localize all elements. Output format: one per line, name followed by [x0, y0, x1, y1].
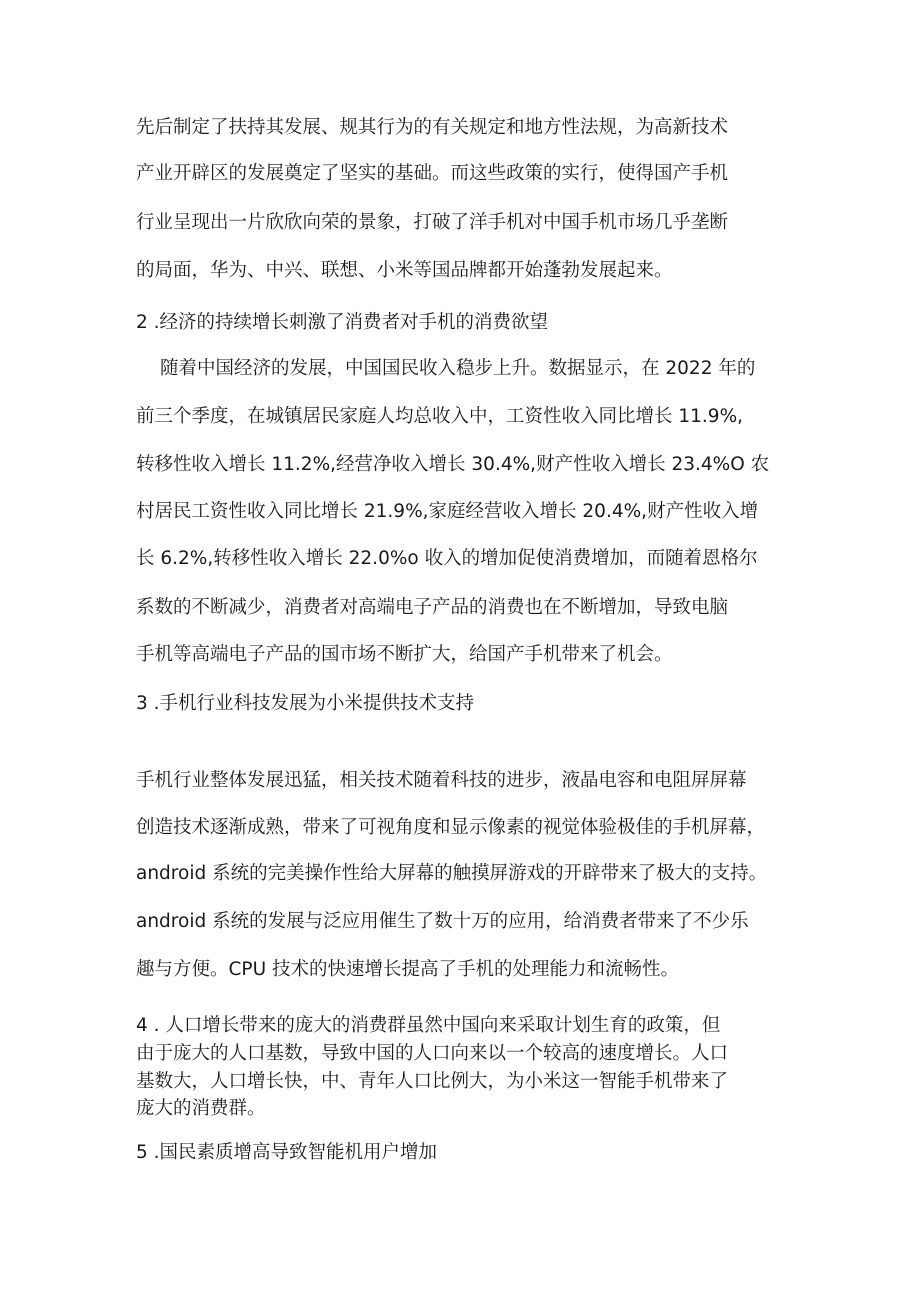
section-heading-3: 3 .手机行业科技发展为小米提供技术支持: [136, 693, 475, 714]
paragraph-line: android 系统的发展与泛应用催生了数十万的应用，给消费者带来了不少乐: [136, 911, 749, 932]
paragraph-line: 行业呈现出一片欣欣向荣的景象，打破了洋手机对中国手机市场几乎垄断: [136, 212, 729, 233]
section-heading-5: 5 .国民素质增高导致智能机用户增加: [136, 1142, 438, 1163]
paragraph-line: 村居民工资性收入同比增长 21.9%,家庭经营收入增长 20.4%,财产性收入增: [136, 501, 759, 522]
paragraph-line: 转移性收入增长 11.2%,经营净收入增长 30.4%,财产性收入增长 23.4%O 农: [136, 454, 770, 475]
paragraph-line: 手机行业整体发展迅猛，相关技术随着科技的进步，液晶电容和电阻屏屏幕: [136, 770, 747, 791]
paragraph-line: 趣与方便。CPU 技术的快速增长提高了手机的处理能力和流畅性。: [136, 959, 679, 980]
paragraph-line: 4 . 人口增长带来的庞大的消费群虽然中国向来采取计划生育的政策，但: [136, 1015, 721, 1036]
paragraph-line: 先后制定了扶持其发展、规其行为的有关规定和地方性法规，为高新技术: [136, 117, 729, 138]
paragraph-line: 创造技术逐渐成熟，带来了可视角度和显示像素的视觉体验极佳的手机屏幕，: [136, 817, 766, 838]
paragraph-line: 由于庞大的人口基数，导致中国的人口向来以一个较高的速度增长。人口: [136, 1043, 729, 1064]
paragraph-line: 前三个季度，在城镇居民家庭人均总收入中，工资性收入同比增长 11.9%,: [136, 406, 744, 427]
paragraph-line: 产业开辟区的发展奠定了坚实的基础。而这些政策的实行，使得国产手机: [136, 163, 729, 184]
paragraph-line: 随着中国经济的发展，中国国民收入稳步上升。数据显示，在 2022 年的: [160, 358, 756, 379]
paragraph-line: android 系统的完美操作性给大屏幕的触摸屏游戏的开辟带来了极大的支持。: [136, 863, 768, 884]
paragraph-line: 基数大，人口增长快，中、青年人口比例大，为小米这一智能手机带来了: [136, 1071, 729, 1092]
section-heading-2: 2 .经济的持续增长刺激了消费者对手机的消费欲望: [136, 312, 549, 333]
paragraph-line: 的局面，华为、中兴、联想、小米等国品牌都开始蓬勃发展起来。: [136, 260, 673, 281]
paragraph-line: 手机等高端电子产品的国市场不断扩大，给国产手机带来了机会。: [136, 644, 673, 665]
paragraph-line: 系数的不断减少，消费者对高端电子产品的消费也在不断增加，导致电脑: [136, 597, 729, 618]
paragraph-line: 庞大的消费群。: [136, 1098, 266, 1119]
paragraph-line: 长 6.2%,转移性收入增长 22.0%o 收入的增加促使消费增加，而随着恩格尔: [136, 548, 758, 569]
